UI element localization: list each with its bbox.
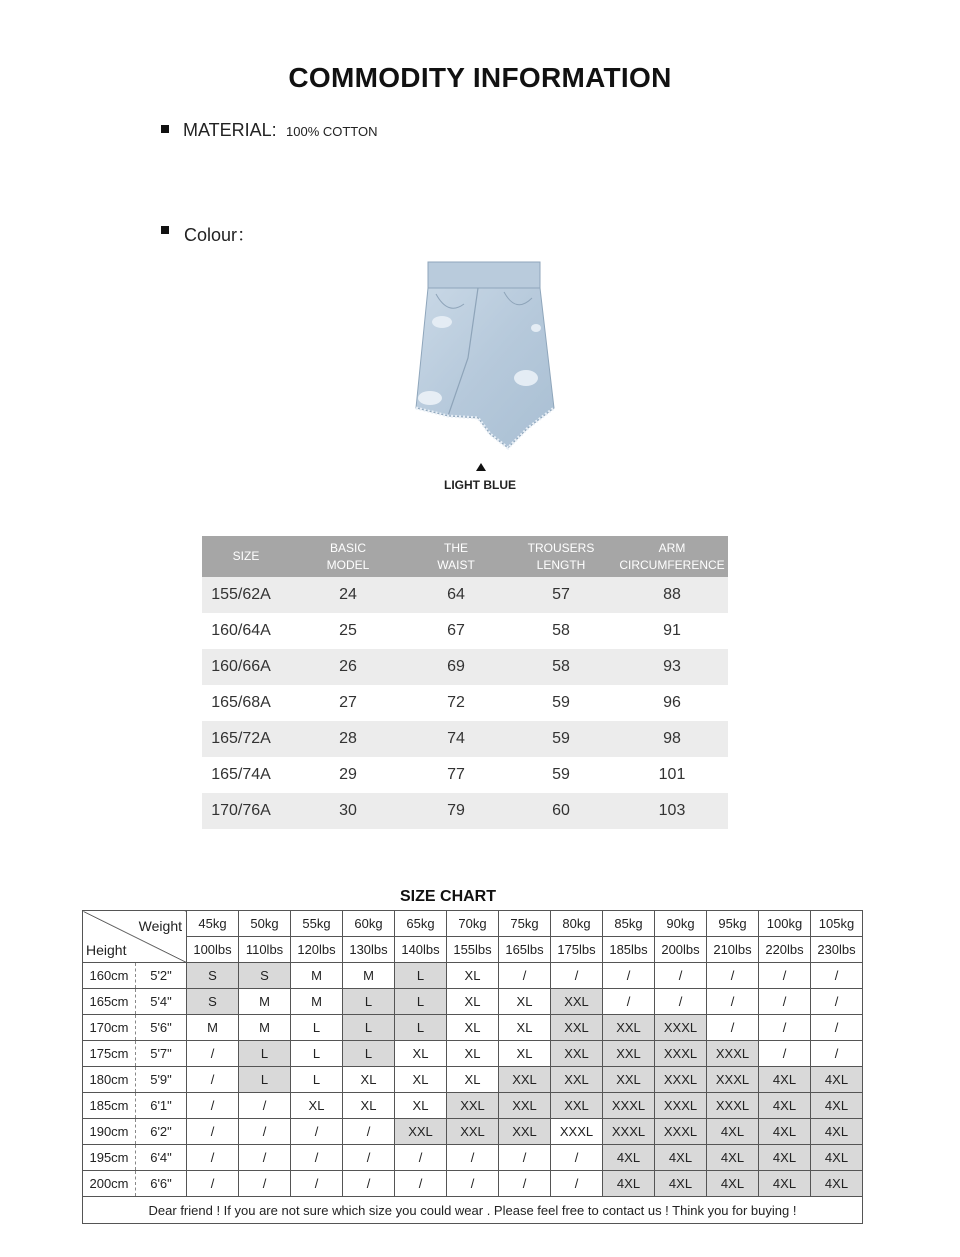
size-cell: / xyxy=(291,1145,343,1171)
size-cell: 160/66A xyxy=(202,649,290,685)
size-cell: XXXL xyxy=(655,1015,707,1041)
size-cell: XXL xyxy=(551,989,603,1015)
weight-kg-header: 95kg xyxy=(707,911,759,937)
size-cell: / xyxy=(447,1171,499,1197)
size-cell: XXXL xyxy=(655,1067,707,1093)
size-cell: 4XL xyxy=(759,1145,811,1171)
size-table-row xyxy=(202,685,728,721)
size-chart-title: SIZE CHART xyxy=(400,888,496,905)
size-cell: L xyxy=(343,1015,395,1041)
height-cm-cell: 185cm xyxy=(83,1093,136,1119)
height-cm-cell: 165cm xyxy=(83,989,136,1015)
size-cell: XXL xyxy=(499,1067,551,1093)
chart-header-lbs xyxy=(83,937,863,963)
weight-kg-header: 60kg xyxy=(343,911,395,937)
size-cell: / xyxy=(811,1041,863,1067)
size-cell: / xyxy=(759,1015,811,1041)
skirt-image[interactable] xyxy=(408,258,558,458)
page-title: COMMODITY INFORMATION xyxy=(288,62,672,93)
size-cell: XXL xyxy=(551,1067,603,1093)
size-cell: XL xyxy=(447,1015,499,1041)
size-cell: S xyxy=(239,963,291,989)
size-cell: 160/64A xyxy=(202,613,290,649)
arm-circumference-cell: 98 xyxy=(616,721,728,757)
size-cell: / xyxy=(499,1171,551,1197)
waist-cell: 72 xyxy=(406,685,506,721)
size-cell: / xyxy=(655,963,707,989)
size-cell: / xyxy=(759,989,811,1015)
weight-kg-header: 75kg xyxy=(499,911,551,937)
size-cell: XXL xyxy=(395,1119,447,1145)
chart-header-kg xyxy=(83,911,863,937)
size-cell: S xyxy=(187,963,239,989)
weight-kg-header: 80kg xyxy=(551,911,603,937)
size-cell: 4XL xyxy=(707,1119,759,1145)
size-cell: XXL xyxy=(447,1093,499,1119)
size-chart-row xyxy=(83,1093,863,1119)
size-cell: XL xyxy=(499,1041,551,1067)
size-cell: XXL xyxy=(603,1015,655,1041)
size-table-row xyxy=(202,757,728,793)
size-cell: / xyxy=(239,1119,291,1145)
size-table-row xyxy=(202,721,728,757)
size-cell: M xyxy=(343,963,395,989)
height-ft-cell: 5'9" xyxy=(136,1067,187,1093)
weight-lbs-header: 155lbs xyxy=(447,937,499,963)
size-cell: / xyxy=(187,1067,239,1093)
material-label: MATERIAL: xyxy=(183,120,277,140)
size-cell: 4XL xyxy=(759,1093,811,1119)
size-chart xyxy=(82,910,863,1224)
trousers-length-cell: 58 xyxy=(506,649,616,685)
trousers-length-cell: 59 xyxy=(506,685,616,721)
size-cell: XXXL xyxy=(603,1093,655,1119)
size-chart-row xyxy=(83,1067,863,1093)
size-cell: XL xyxy=(343,1093,395,1119)
weight-lbs-header: 140lbs xyxy=(395,937,447,963)
arm-circumference-cell: 96 xyxy=(616,685,728,721)
size-cell: L xyxy=(343,989,395,1015)
size-cell: / xyxy=(707,989,759,1015)
size-cell: L xyxy=(343,1041,395,1067)
size-cell: 4XL xyxy=(811,1067,863,1093)
size-table-row xyxy=(202,793,728,829)
size-cell: XL xyxy=(447,1041,499,1067)
size-cell: / xyxy=(811,1015,863,1041)
size-cell: XXXL xyxy=(551,1119,603,1145)
weight-lbs-header: 165lbs xyxy=(499,937,551,963)
height-cm-cell: 175cm xyxy=(83,1041,136,1067)
waist-cell: 67 xyxy=(406,613,506,649)
size-cell: / xyxy=(603,989,655,1015)
colour-label: Colour： xyxy=(184,225,256,245)
size-cell: L xyxy=(239,1041,291,1067)
trousers-length-cell: 60 xyxy=(506,793,616,829)
weight-kg-header: 70kg xyxy=(447,911,499,937)
weight-kg-header: 90kg xyxy=(655,911,707,937)
chart-corner-cell xyxy=(83,911,187,963)
waist-cell: 77 xyxy=(406,757,506,793)
size-cell: / xyxy=(187,1119,239,1145)
size-cell: XL xyxy=(447,989,499,1015)
height-cm-cell: 195cm xyxy=(83,1145,136,1171)
colour-name: LIGHT BLUE xyxy=(444,478,516,492)
size-table-row xyxy=(202,577,728,613)
trousers-length-cell: 58 xyxy=(506,613,616,649)
size-cell: 4XL xyxy=(759,1067,811,1093)
size-cell: 4XL xyxy=(655,1145,707,1171)
size-cell: / xyxy=(187,1041,239,1067)
size-cell: / xyxy=(291,1171,343,1197)
weight-lbs-header: 175lbs xyxy=(551,937,603,963)
weight-label: Weight xyxy=(138,918,182,934)
size-cell: / xyxy=(343,1119,395,1145)
trousers-length-cell: 59 xyxy=(506,721,616,757)
size-table-header xyxy=(202,536,728,577)
size-cell: XXL xyxy=(447,1119,499,1145)
size-cell: XL xyxy=(395,1067,447,1093)
size-chart-footer-row xyxy=(83,1197,863,1224)
size-cell: L xyxy=(291,1067,343,1093)
size-cell: / xyxy=(707,1015,759,1041)
size-cell: 4XL xyxy=(811,1119,863,1145)
waist-cell: 69 xyxy=(406,649,506,685)
height-cm-cell: 160cm xyxy=(83,963,136,989)
size-table-row xyxy=(202,613,728,649)
size-cell: 4XL xyxy=(603,1145,655,1171)
size-cell: XXXL xyxy=(707,1041,759,1067)
basic-model-cell: 29 xyxy=(290,757,406,793)
height-cm-cell: 200cm xyxy=(83,1171,136,1197)
weight-lbs-header: 220lbs xyxy=(759,937,811,963)
basic-model-cell: 30 xyxy=(290,793,406,829)
waist-cell: 74 xyxy=(406,721,506,757)
size-cell: 4XL xyxy=(759,1119,811,1145)
size-cell: / xyxy=(655,989,707,1015)
size-chart-footer: Dear friend ! If you are not sure which size you could wear . Please feel free to contact us ! Think you for buying ! xyxy=(83,1197,863,1224)
size-cell: XL xyxy=(395,1093,447,1119)
size-cell: / xyxy=(603,963,655,989)
weight-lbs-header: 120lbs xyxy=(291,937,343,963)
weight-lbs-header: 185lbs xyxy=(603,937,655,963)
size-cell: / xyxy=(551,963,603,989)
size-cell: 170/76A xyxy=(202,793,290,829)
height-ft-cell: 5'2" xyxy=(136,963,187,989)
waist-cell: 64 xyxy=(406,577,506,613)
size-cell: / xyxy=(447,1145,499,1171)
size-cell: XL xyxy=(499,1015,551,1041)
size-cell: 4XL xyxy=(811,1171,863,1197)
size-cell: L xyxy=(395,1015,447,1041)
basic-model-cell: 25 xyxy=(290,613,406,649)
weight-kg-header: 45kg xyxy=(187,911,239,937)
size-chart-row xyxy=(83,1171,863,1197)
size-cell: / xyxy=(395,1171,447,1197)
size-cell: L xyxy=(395,963,447,989)
size-cell: 4XL xyxy=(811,1093,863,1119)
height-cm-cell: 170cm xyxy=(83,1015,136,1041)
waist-cell: 79 xyxy=(406,793,506,829)
size-cell: 4XL xyxy=(707,1171,759,1197)
size-cell: / xyxy=(759,1041,811,1067)
size-cell: XXXL xyxy=(707,1093,759,1119)
bullet-icon xyxy=(161,125,169,133)
size-cell: / xyxy=(499,1145,551,1171)
size-cell: L xyxy=(291,1041,343,1067)
trousers-length-header: TROUSERS LENGTH xyxy=(506,536,616,577)
arm-circumference-cell: 91 xyxy=(616,613,728,649)
basic-model-cell: 26 xyxy=(290,649,406,685)
basic-model-cell: 28 xyxy=(290,721,406,757)
size-cell: XXL xyxy=(499,1119,551,1145)
arm-circumference-cell: 103 xyxy=(616,793,728,829)
size-cell: XXL xyxy=(603,1041,655,1067)
size-cell: / xyxy=(239,1145,291,1171)
size-chart-row xyxy=(83,989,863,1015)
size-cell: XL xyxy=(499,989,551,1015)
size-cell: 4XL xyxy=(603,1171,655,1197)
size-cell: XL xyxy=(291,1093,343,1119)
size-cell: / xyxy=(759,963,811,989)
size-chart-row xyxy=(83,1015,863,1041)
size-cell: 4XL xyxy=(707,1145,759,1171)
size-cell: 4XL xyxy=(811,1145,863,1171)
weight-lbs-header: 230lbs xyxy=(811,937,863,963)
weight-kg-header: 85kg xyxy=(603,911,655,937)
material-value: 100% COTTON xyxy=(286,124,378,139)
size-cell: XXL xyxy=(499,1093,551,1119)
height-ft-cell: 5'7" xyxy=(136,1041,187,1067)
size-cell: XXL xyxy=(551,1041,603,1067)
size-cell: / xyxy=(239,1093,291,1119)
arm-circumference-header: ARM CIRCUMFERENCE xyxy=(616,536,728,577)
height-ft-cell: 5'6" xyxy=(136,1015,187,1041)
size-header: SIZE xyxy=(202,536,290,577)
size-cell: XXXL xyxy=(707,1067,759,1093)
waist-header: THE WAIST xyxy=(406,536,506,577)
basic-model-header: BASIC MODEL xyxy=(290,536,406,577)
size-cell: L xyxy=(395,989,447,1015)
size-cell: M xyxy=(187,1015,239,1041)
size-chart-row xyxy=(83,1119,863,1145)
height-label: Height xyxy=(86,942,127,958)
size-cell: XXXL xyxy=(655,1093,707,1119)
size-cell: / xyxy=(811,963,863,989)
size-chart-row xyxy=(83,1041,863,1067)
size-cell: / xyxy=(187,1093,239,1119)
size-cell: XXXL xyxy=(655,1119,707,1145)
size-cell: / xyxy=(343,1171,395,1197)
height-ft-cell: 5'4" xyxy=(136,989,187,1015)
size-chart-row xyxy=(83,1145,863,1171)
size-chart-row xyxy=(83,963,863,989)
size-table xyxy=(202,536,728,829)
triangle-up-icon xyxy=(476,463,486,471)
weight-kg-header: 65kg xyxy=(395,911,447,937)
size-cell: / xyxy=(187,1171,239,1197)
weight-lbs-header: 100lbs xyxy=(187,937,239,963)
size-cell: M xyxy=(239,1015,291,1041)
size-cell: / xyxy=(707,963,759,989)
size-cell: / xyxy=(395,1145,447,1171)
size-cell: XXL xyxy=(551,1093,603,1119)
height-ft-cell: 6'6" xyxy=(136,1171,187,1197)
size-cell: M xyxy=(291,963,343,989)
size-cell: XL xyxy=(395,1041,447,1067)
size-cell: 165/74A xyxy=(202,757,290,793)
weight-lbs-header: 130lbs xyxy=(343,937,395,963)
size-cell: / xyxy=(551,1145,603,1171)
size-cell: M xyxy=(239,989,291,1015)
size-cell: XXL xyxy=(551,1015,603,1041)
size-cell: L xyxy=(239,1067,291,1093)
height-cm-cell: 180cm xyxy=(83,1067,136,1093)
size-cell: XXL xyxy=(603,1067,655,1093)
trousers-length-cell: 57 xyxy=(506,577,616,613)
weight-kg-header: 105kg xyxy=(811,911,863,937)
size-table-row xyxy=(202,649,728,685)
size-cell: L xyxy=(291,1015,343,1041)
size-cell: / xyxy=(187,1145,239,1171)
size-cell: 165/68A xyxy=(202,685,290,721)
arm-circumference-cell: 93 xyxy=(616,649,728,685)
arm-circumference-cell: 88 xyxy=(616,577,728,613)
size-cell: / xyxy=(291,1119,343,1145)
weight-kg-header: 100kg xyxy=(759,911,811,937)
size-cell: 4XL xyxy=(759,1171,811,1197)
size-cell: XL xyxy=(447,1067,499,1093)
size-cell: / xyxy=(239,1171,291,1197)
size-cell: / xyxy=(811,989,863,1015)
weight-lbs-header: 200lbs xyxy=(655,937,707,963)
height-ft-cell: 6'1" xyxy=(136,1093,187,1119)
weight-lbs-header: 210lbs xyxy=(707,937,759,963)
size-cell: XL xyxy=(343,1067,395,1093)
height-ft-cell: 6'2" xyxy=(136,1119,187,1145)
arm-circumference-cell: 101 xyxy=(616,757,728,793)
bullet-icon xyxy=(161,226,169,234)
trousers-length-cell: 59 xyxy=(506,757,616,793)
size-cell: XL xyxy=(447,963,499,989)
height-ft-cell: 6'4" xyxy=(136,1145,187,1171)
size-cell: / xyxy=(551,1171,603,1197)
size-cell: 155/62A xyxy=(202,577,290,613)
size-cell: M xyxy=(291,989,343,1015)
weight-kg-header: 50kg xyxy=(239,911,291,937)
size-cell: / xyxy=(499,963,551,989)
basic-model-cell: 24 xyxy=(290,577,406,613)
basic-model-cell: 27 xyxy=(290,685,406,721)
size-cell: S xyxy=(187,989,239,1015)
height-cm-cell: 190cm xyxy=(83,1119,136,1145)
size-cell: 165/72A xyxy=(202,721,290,757)
size-cell: XXXL xyxy=(655,1041,707,1067)
size-cell: XXXL xyxy=(603,1119,655,1145)
size-cell: / xyxy=(343,1145,395,1171)
weight-lbs-header: 110lbs xyxy=(239,937,291,963)
weight-kg-header: 55kg xyxy=(291,911,343,937)
size-cell: 4XL xyxy=(655,1171,707,1197)
